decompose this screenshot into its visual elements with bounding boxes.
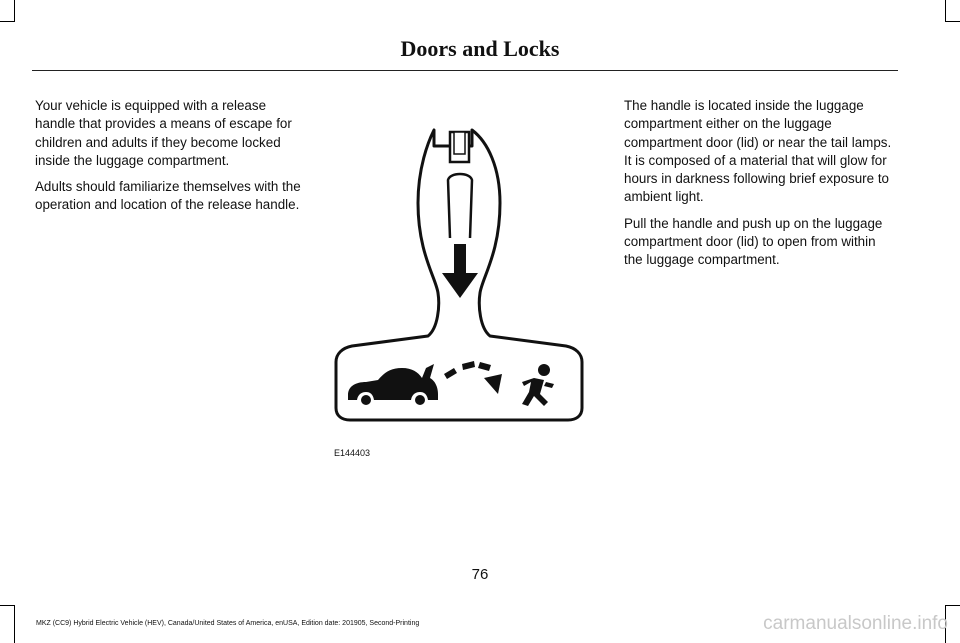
operation-paragraph: Pull the handle and push up on the luggage compartment door (lid) to open from within the luggage compartment. (624, 215, 883, 268)
crop-mark-top-left-v (14, 0, 15, 22)
location-paragraph: The handle is located inside the luggage compartment either on the luggage compartment door (lid) or near the tail lamps. It is composed of a material that will glow for hours in darkness following brief exposure to ambient light. (624, 98, 892, 205)
watermark: carmanualsonline.info (763, 613, 948, 634)
title-divider (32, 70, 898, 71)
crop-mark-bottom-left-v (14, 605, 15, 643)
crop-mark-bottom-left-h (0, 605, 15, 606)
left-column (35, 97, 307, 223)
crop-mark-bottom-right-h (945, 605, 960, 606)
familiarize-paragraph: Adults should familiarize themselves with the operation and location of the release handle. (35, 179, 301, 213)
intro-paragraph: Your vehicle is equipped with a release handle that provides a means of escape for children and adults if they become locked inside the luggage compartment. (35, 98, 292, 168)
right-column (624, 97, 896, 278)
crop-mark-top-left-h (0, 21, 15, 22)
car-rear-wheel (361, 395, 371, 405)
car-front-wheel (415, 395, 425, 405)
slot-icon (450, 132, 469, 162)
page-title: Doors and Locks (400, 36, 560, 61)
footer-text: MKZ (CC9) Hybrid Electric Vehicle (HEV), Canada/United States of America, enUSA, Edition date: 201905, Second-Printing (36, 620, 420, 627)
page-number: 76 (471, 566, 489, 583)
crop-mark-top-right-h (945, 21, 960, 22)
figure-code: E144403 (334, 448, 371, 458)
crop-mark-top-right-v (945, 0, 946, 22)
release-handle-figure (330, 128, 590, 428)
